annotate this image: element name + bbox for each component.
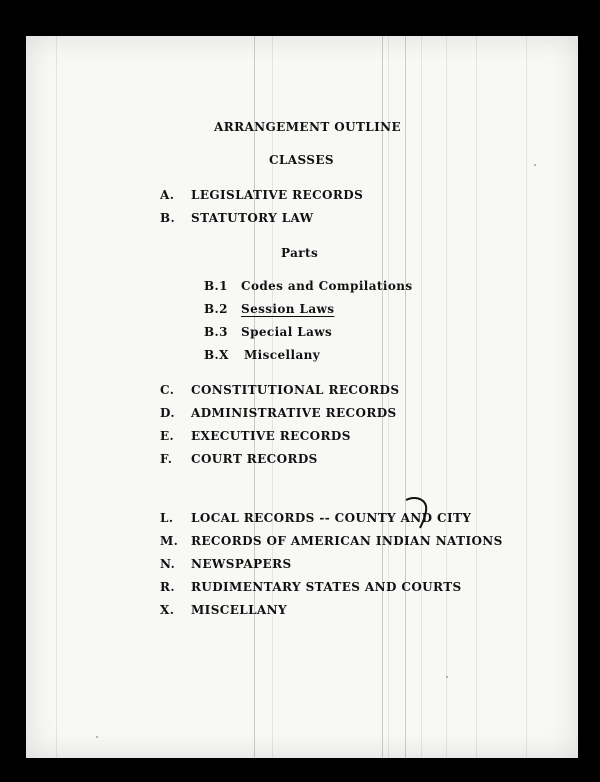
scan-streak: [254, 36, 255, 758]
scan-streak: [388, 36, 389, 758]
scanned-page: [26, 36, 578, 758]
part-code: B.2: [204, 302, 228, 316]
part-label: Session Laws: [241, 302, 335, 316]
class-letter: C.: [160, 383, 175, 397]
class-label: COURT RECORDS: [191, 452, 318, 466]
document-subtitle: CLASSES: [269, 153, 334, 167]
part-code: B.3: [204, 325, 228, 339]
class-letter: M.: [160, 534, 179, 548]
document-title: ARRANGEMENT OUTLINE: [214, 120, 402, 134]
class-letter: E.: [160, 429, 175, 443]
class-label: STATUTORY LAW: [191, 211, 314, 225]
class-label: CONSTITUTIONAL RECORDS: [191, 383, 400, 397]
part-label: Miscellany: [244, 348, 321, 362]
scan-streak: [405, 36, 406, 758]
scan-speck: [96, 736, 98, 738]
part-label: Codes and Compilations: [241, 279, 413, 293]
class-letter: L.: [160, 511, 174, 525]
scan-speck: [534, 164, 536, 166]
scan-streak: [476, 36, 477, 758]
class-label: EXECUTIVE RECORDS: [191, 429, 351, 443]
class-label: MISCELLANY: [191, 603, 287, 617]
scan-streak: [446, 36, 447, 758]
parts-heading: Parts: [281, 246, 319, 260]
class-letter: X.: [160, 603, 175, 617]
class-label: LEGISLATIVE RECORDS: [191, 188, 364, 202]
pen-mark: [402, 494, 432, 534]
scan-streak: [421, 36, 422, 758]
class-label: ADMINISTRATIVE RECORDS: [191, 406, 397, 420]
class-label: RECORDS OF AMERICAN INDIAN NATIONS: [191, 534, 503, 548]
class-label: NEWSPAPERS: [191, 557, 292, 571]
class-label: RUDIMENTARY STATES AND COURTS: [191, 580, 462, 594]
class-letter: B.: [160, 211, 176, 225]
scan-streak: [382, 36, 383, 758]
scan-speck: [446, 676, 448, 678]
class-letter: F.: [160, 452, 173, 466]
class-label: LOCAL RECORDS -- COUNTY AND CITY: [191, 511, 472, 525]
class-letter: R.: [160, 580, 175, 594]
part-code: B.1: [204, 279, 228, 293]
scan-streak: [56, 36, 57, 758]
part-label: Special Laws: [241, 325, 333, 339]
class-letter: N.: [160, 557, 176, 571]
part-code: B.X: [204, 348, 229, 362]
class-letter: A.: [160, 188, 175, 202]
scan-streak: [272, 36, 273, 758]
scan-streak: [526, 36, 527, 758]
class-letter: D.: [160, 406, 175, 420]
